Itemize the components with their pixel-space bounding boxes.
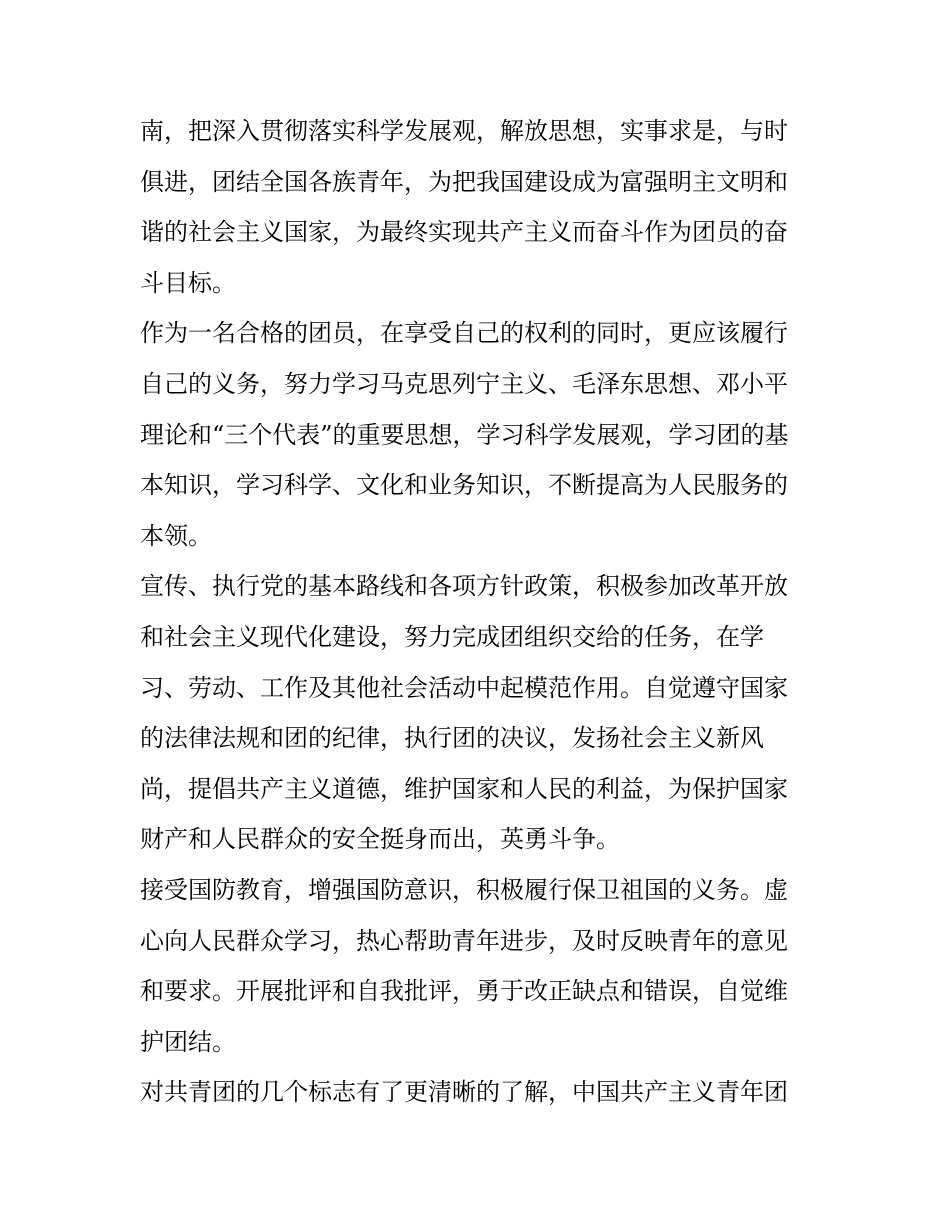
text-line: 宣传、执行党的基本路线和各项方针政策，积极参加改革开放 — [140, 572, 788, 601]
text-line: 对共青团的几个标志有了更清晰的了解，中国共产主义青年团 — [140, 1078, 788, 1107]
text-line: 接受国防教育，增强国防意识，积极履行保卫祖国的义务。虚 — [140, 875, 788, 904]
text-line: 作为一名合格的团员，在享受自己的权利的同时，更应该履行 — [140, 319, 788, 348]
text-line: 的法律法规和团的纪律，执行团的决议，发扬社会主义新风 — [140, 724, 764, 753]
text-line: 自己的义务，努力学习马克思列宁主义、毛泽东思想、邓小平 — [140, 369, 788, 398]
text-line: 心向人民群众学习，热心帮助青年进步，及时反映青年的意见 — [140, 926, 788, 955]
document-body — [140, 106, 820, 1118]
text-line: 理论和“三个代表”的重要思想，学习科学发展观，学习团的基 — [140, 420, 789, 449]
text-line: 斗目标。 — [140, 268, 236, 297]
text-line: 南，把深入贯彻落实科学发展观，解放思想，实事求是，与时 — [140, 117, 788, 145]
text-line: 本领。 — [140, 521, 212, 550]
text-line: 谐的社会主义国家，为最终实现共产主义而奋斗作为团员的奋 — [140, 218, 788, 247]
text-line: 和社会主义现代化建设，努力完成团组织交给的任务，在学 — [140, 622, 764, 651]
text-line: 护团结。 — [140, 1027, 236, 1056]
text-line: 俱进，团结全国各族青年，为把我国建设成为富强明主文明和 — [140, 167, 788, 196]
text-line: 和要求。开展批评和自我批评，勇于改正缺点和错误，自觉维 — [140, 977, 788, 1006]
text-line: 习、劳动、工作及其他社会活动中起模范作用。自觉遵守国家 — [140, 673, 788, 702]
text-line: 财产和人民群众的安全挺身而出，英勇斗争。 — [140, 825, 620, 854]
text-line: 本知识，学习科学、文化和业务知识，不断提高为人民服务的 — [140, 471, 788, 500]
text-line: 尚，提倡共产主义道德，维护国家和人民的利益，为保护国家 — [140, 774, 788, 803]
